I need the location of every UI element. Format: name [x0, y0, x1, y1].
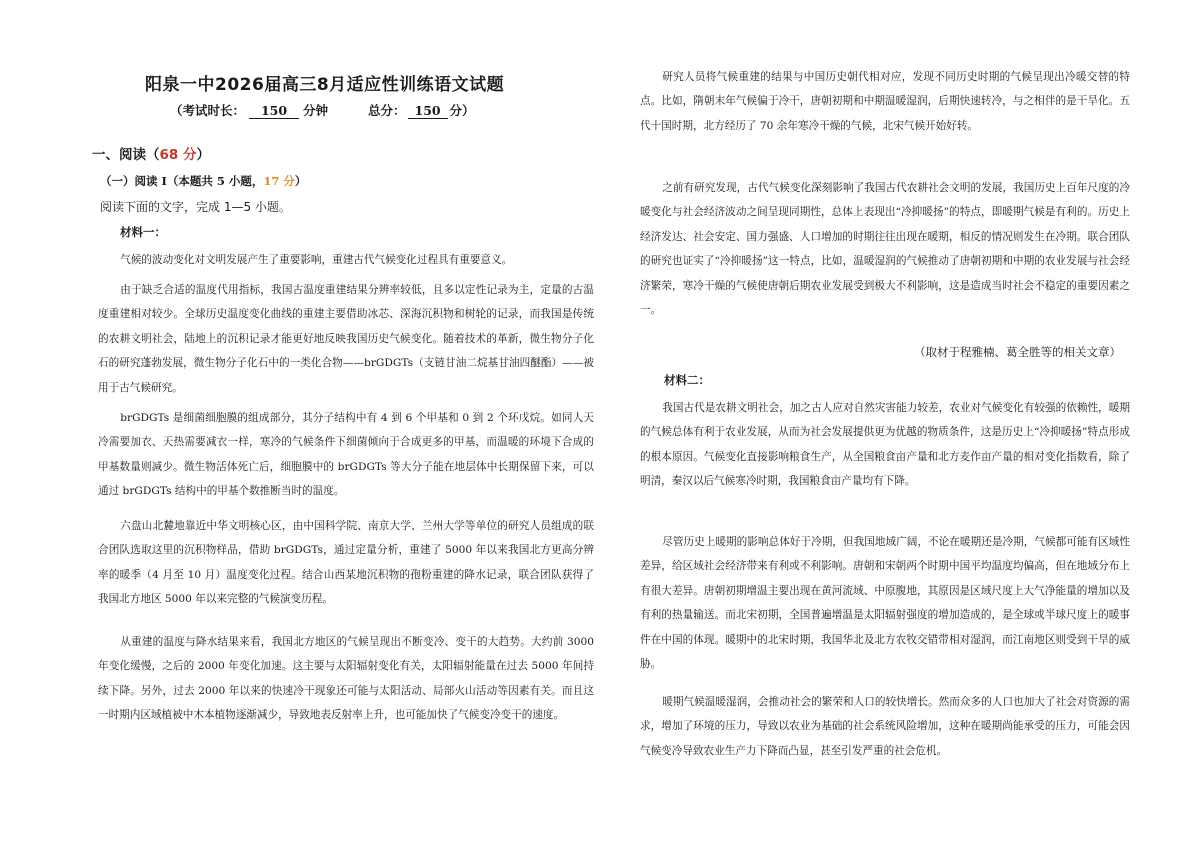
material1-paragraph-continued: 之前有研究发现，古代气候变化深刻影响了我国古代农耕社会文明的发展，我国历史上百年尺度的冷暖变化与社会经济波动之间呈现同期性，总体上表现出“冷抑暖扬”的特点，即暖期气候是有利的。历史上经济发达、社会安定、国力强盛、人口增加的时期往往出现在暖期，相反的情况则发生在冷期。联合团队的研究也证实了“冷抑暖扬”这一特点，比如，温暖湿润的气候推动了唐朝初期和中期的农业发展与社会经济繁荣，寒冷干燥的气候使唐朝后期农业发展受到极大不利影响，这是造成当时社会不稳定的重要因素之一。: [640, 182, 1130, 317]
material1-paragraph-continued: 研究人员将气候重建的结果与中国历史朝代相对应，发现不同历史时期的气候呈现出冷暖交替的特点。比如，隋朝末年气候偏于冷干，唐朝初期和中期温暖湿润，后期快速转冷，与之相伴的是干旱化。五代十国时期，北方经历了 70 余年寒冷干燥的气候，北宋气候开始好转。: [640, 71, 1130, 132]
total-unit: 分）: [449, 103, 475, 118]
total-value: 150: [408, 103, 448, 119]
exam-title: 阳泉一中2026届高三8月适应性训练语文试题: [145, 75, 505, 95]
material2-paragraph: 暖期气候温暖湿润，会推动社会的繁荣和人口的较快增长。然而众多的人口也加大了社会对资源的需求，增加了环境的压力，导致以农业为基础的社会系统风险增加，这种在暖期尚能承受的压力，可能会因气候变冷导致农业生产力下降而凸显，甚至引发严重的社会危机。: [640, 696, 1130, 757]
part-score: 17 分: [263, 174, 295, 188]
material2-label: 材料二：: [664, 373, 710, 387]
material1-label: 材料一：: [120, 225, 166, 239]
material1-paragraph: 六盘山北麓地靠近中华文明核心区，由中国科学院、南京大学、兰州大学等单位的研究人员组成的联合团队选取这里的沉积物样品，借助 brGDGTs，通过定量分析，重建了 5000 年以来我国北方更高分辨率的暖季（4 月至 10 月）温度变化过程。结合山西某地沉积物的孢粉重建的降水记录，联合团队获得了我国北方地区 5000 年以来完整的气候演变历程。: [98, 520, 594, 606]
material1-paragraph: 从重建的温度与降水结果来看，我国北方地区的气候呈现出不断变冷、变干的大趋势。大约前 3000 年变化缓慢，之后的 2000 年变化加速。这主要与太阳辐射变化有关，太阳辐射能量在过去 5000 年间持续下降。另外，过去 2000 年以来的快速冷干现象还可能与太阳活动、局部火山活动等因素有关。而且这一时期内区域植被中木本植物逐渐减少，导致地表反射率上升，也可能加快了气候变冷变干的速度。: [98, 636, 594, 722]
duration-unit: 分钟: [303, 103, 329, 118]
total-label: 总分：: [368, 103, 406, 118]
material1-paragraph: brGDGTs 是细菌细胞膜的组成部分，其分子结构中有 4 到 6 个甲基和 0 到 2 个环戊烷。如同人天冷需要加衣、天热需要减衣一样，寒冷的气候条件下细菌倾向于合成更多的甲基，而温暖的环境下合成的甲基数量则减少。微生物活体死亡后，细胞膜中的 brGDGTs 等大分子能在地层体中长期保留下来，可以通过 brGDGTs 结构中的甲基个数推断当时的温度。: [98, 412, 594, 498]
duration-value: 150: [249, 103, 299, 119]
subtitle-prefix: （考试时长：: [170, 103, 246, 118]
reading-instruction: 阅读下面的文字，完成 1—5 小题。: [100, 200, 291, 214]
material1-source: （取材于程雅楠、葛全胜等的相关文章）: [914, 345, 1121, 359]
material1-paragraph: 气候的波动变化对文明发展产生了重要影响，重建古代气候变化过程具有重要意义。: [120, 254, 513, 266]
section-score: 68 分: [159, 147, 197, 163]
section-heading: 一、阅读（68 分）: [92, 147, 210, 163]
material1-paragraph: 由于缺乏合适的温度代用指标，我国古温度重建结果分辨率较低，且多以定性记录为主，定量的古温度重建相对较少。全球历史温度变化曲线的重建主要借助冰芯、深海沉积物和树轮的记录，而我国是传统的农耕文明社会，陆地上的沉积记录才能更好地反映我国历史气候变化。随着技术的革新，微生物分子化石的研究蓬勃发展，微生物分子化石中的一类化合物——brGDGTs（支链甘油二烷基甘油四醚酯）——被用于古气候研究。: [98, 284, 594, 394]
material2-paragraph: 我国古代是农耕文明社会，加之古人应对自然灾害能力较差，农业对气候变化有较强的依赖性，暖期的气候总体有利于农业发展，从而为社会发展提供更为优越的物质条件，这是历史上“冷抑暖扬”特点形成的根本原因。气候变化直接影响粮食生产，从全国粮食亩产量和北方麦作亩产量的相对变化指数看，除了明清，秦汉以后气候寒冷时期，我国粮食亩产量均有下降。: [640, 402, 1130, 488]
part-heading: （一）阅读 I（本题共 5 小题，17 分）: [100, 174, 307, 188]
exam-subtitle: [170, 101, 475, 119]
material2-paragraph: 尽管历史上暖期的影响总体好于冷期，但我国地域广阔，不论在暖期还是冷期，气候都可能有区域性差异，给区域社会经济带来有利或不利影响。唐朝和宋朝两个时期中国平均温度均偏高，但在地域分布上有很大差异。唐朝初期增温主要出现在黄河流域、中原腹地，其原因是区域尺度上大气净能量的增加以及有利的热量输送。而北宋初期，全国普遍增温是太阳辐射强度的增加造成的，是全球或半球尺度上的暖事件在中国的体现。暖期中的北宋时期，我国华北及北方农牧交错带相对湿润，而江南地区则受到干旱的威胁。: [640, 536, 1130, 671]
